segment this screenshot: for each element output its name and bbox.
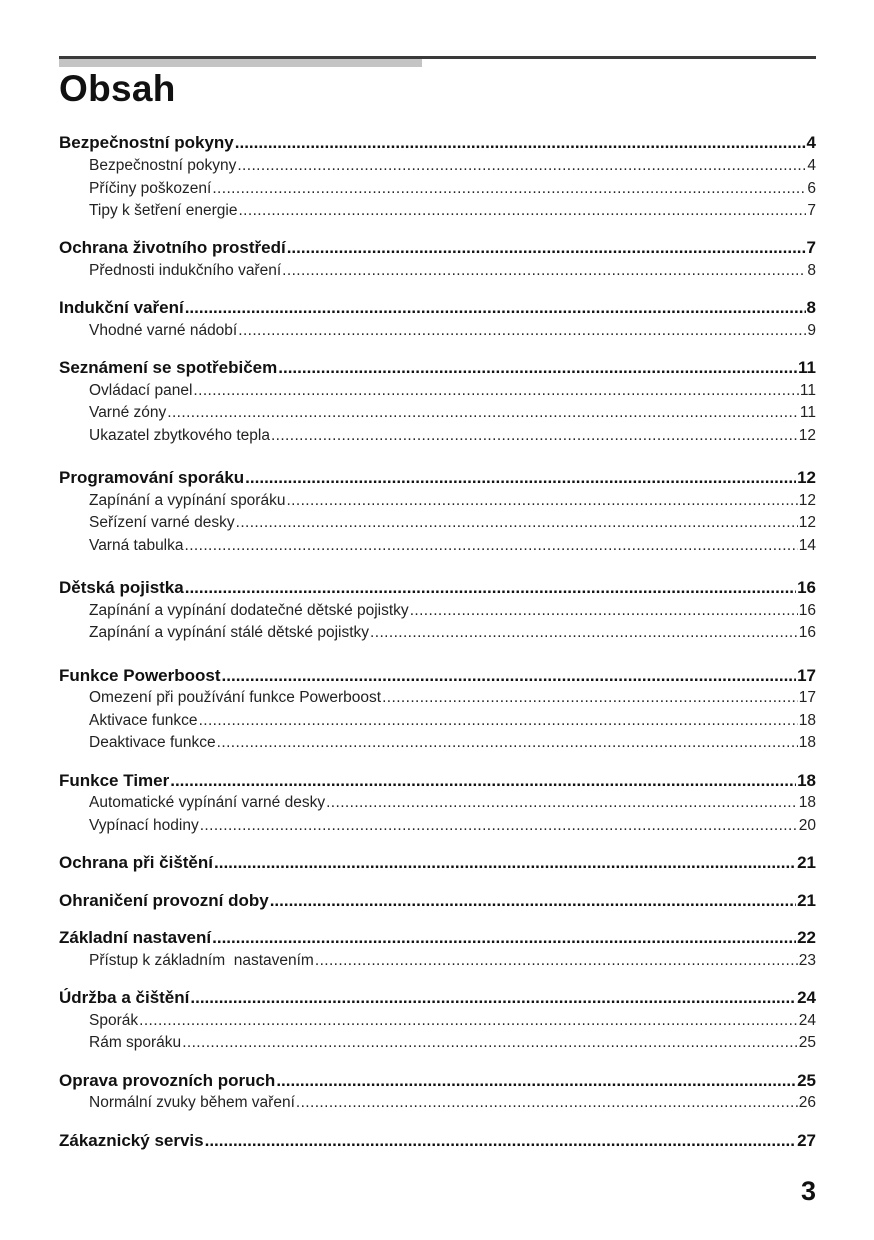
toc-section-page: 21: [797, 891, 816, 910]
toc-subsection[interactable]: [89, 712, 816, 732]
toc-subsection-label: Zapínání a vypínání sporáku: [89, 492, 286, 509]
toc-section-label: Seznámení se spotřebičem: [59, 358, 278, 377]
toc-section[interactable]: [59, 853, 816, 875]
toc-leader: [200, 817, 798, 835]
toc-section-page: 17: [797, 666, 816, 685]
toc-section[interactable]: [59, 358, 816, 380]
toc-subsection-page: 18: [798, 734, 816, 751]
toc-section[interactable]: [59, 133, 816, 155]
toc-section-label: Údržba a čištění: [59, 988, 190, 1007]
toc-subsection-label: Zapínání a vypínání dodatečné dětské pojistky: [89, 602, 409, 619]
toc-leader: [315, 952, 798, 970]
toc-subsection-page: 12: [798, 492, 816, 509]
toc-leader: [170, 771, 796, 791]
toc-subsection-page: 12: [798, 427, 816, 444]
toc-leader: [212, 180, 806, 198]
toc-subsection-label: Sporák: [89, 1012, 139, 1029]
toc-leader: [276, 1071, 796, 1091]
toc-subsection[interactable]: [89, 794, 816, 814]
toc-leader: [185, 537, 798, 555]
toc-leader: [199, 712, 798, 730]
toc-leader: [270, 891, 796, 911]
toc-subsection-label: Deaktivace funkce: [89, 734, 216, 751]
toc-subsection[interactable]: [89, 624, 816, 644]
toc-subsection-label: Omezení při používání funkce Powerboost: [89, 689, 382, 706]
toc-subsection-label: Varná tabulka: [89, 537, 184, 554]
toc-leader: [214, 853, 796, 873]
toc-subsection[interactable]: [89, 322, 816, 342]
toc-leader: [382, 689, 798, 707]
toc-subsection-label: Vhodné varné nádobí: [89, 322, 238, 339]
toc-leader: [296, 1094, 798, 1112]
toc-subsection[interactable]: [89, 602, 816, 622]
toc-leader: [282, 262, 806, 280]
toc-leader: [185, 578, 796, 598]
toc-leader: [185, 298, 806, 318]
toc-subsection[interactable]: [89, 689, 816, 709]
toc-subsection-page: 20: [798, 817, 816, 834]
toc-subsection-page: 7: [807, 202, 816, 219]
toc-leader: [287, 238, 806, 258]
toc-section[interactable]: [59, 1131, 816, 1153]
toc-subsection[interactable]: [89, 492, 816, 512]
toc-section[interactable]: [59, 928, 816, 950]
toc-leader: [286, 492, 797, 510]
toc-leader: [205, 1131, 796, 1151]
page-title: Obsah: [59, 68, 176, 109]
toc-section-label: Bezpečnostní pokyny: [59, 133, 234, 152]
toc-leader: [410, 602, 798, 620]
toc-subsection[interactable]: [89, 382, 816, 402]
toc-section-label: Zákaznický servis: [59, 1131, 204, 1150]
toc-subsection[interactable]: [89, 514, 816, 534]
toc-section-page: 8: [806, 298, 816, 317]
toc-leader: [278, 358, 797, 378]
toc-section-label: Funkce Timer: [59, 771, 170, 790]
toc-subsection[interactable]: [89, 157, 816, 177]
toc-leader: [236, 514, 798, 532]
toc-section-page: 4: [806, 133, 816, 152]
toc-subsection-page: 25: [798, 1034, 816, 1051]
toc-subsection-label: Ovládací panel: [89, 382, 193, 399]
toc-subsection-label: Bezpečnostní pokyny: [89, 157, 237, 174]
toc-leader: [271, 427, 798, 445]
toc-leader: [238, 202, 806, 220]
toc-section-page: 11: [798, 358, 816, 377]
toc-section-page: 21: [797, 853, 816, 872]
toc-subsection-page: 18: [798, 712, 816, 729]
toc-subsection[interactable]: [89, 262, 816, 282]
toc-leader: [245, 468, 796, 488]
toc-subsection[interactable]: [89, 180, 816, 200]
toc-section-label: Indukční vaření: [59, 298, 184, 317]
toc-subsection[interactable]: [89, 404, 816, 424]
toc-subsection-page: 16: [798, 602, 816, 619]
toc-subsection-label: Tipy k šetření energie: [89, 202, 238, 219]
toc-subsection[interactable]: [89, 1094, 816, 1114]
toc-section-label: Ochrana při čištění: [59, 853, 213, 872]
toc-subsection-page: 9: [807, 322, 816, 339]
toc-subsection[interactable]: [89, 427, 816, 447]
toc-leader: [190, 988, 796, 1008]
toc-section-label: Programování sporáku: [59, 468, 245, 487]
toc-subsection-label: Vypínací hodiny: [89, 817, 199, 834]
toc-subsection-page: 4: [807, 157, 816, 174]
toc-section-page: 16: [797, 578, 816, 597]
toc-subsection-page: 17: [798, 689, 816, 706]
toc-subsection-page: 11: [799, 404, 816, 421]
toc-section-label: Ochrana životního prostředí: [59, 238, 286, 257]
toc-subsection-page: 24: [798, 1012, 816, 1029]
header-accent-bar: [59, 59, 422, 67]
toc-leader: [235, 133, 806, 153]
toc-subsection-label: Zapínání a vypínání stálé dětské pojistky: [89, 624, 370, 641]
toc-subsection-page: 6: [807, 180, 816, 197]
toc-subsection-page: 11: [799, 382, 816, 399]
toc-section-label: Ohraničení provozní doby: [59, 891, 269, 910]
toc-subsection[interactable]: [89, 1034, 816, 1054]
toc-section-page: 22: [797, 928, 816, 947]
toc-section-page: 24: [797, 988, 816, 1007]
toc-subsection-label: Přednosti indukčního vaření: [89, 262, 282, 279]
toc-section[interactable]: [59, 891, 816, 913]
toc-subsection-page: 8: [807, 262, 816, 279]
toc-subsection-label: Varné zóny: [89, 404, 167, 421]
toc-subsection-page: 16: [798, 624, 816, 641]
toc-leader: [212, 928, 796, 948]
toc-leader: [237, 157, 806, 175]
toc-leader: [222, 666, 797, 686]
toc-leader: [217, 734, 798, 752]
toc-section[interactable]: [59, 988, 816, 1010]
toc-subsection[interactable]: [89, 817, 816, 837]
toc-section[interactable]: [59, 578, 816, 600]
toc-subsection-label: Přístup k základním nastavením: [89, 952, 314, 969]
toc-subsection[interactable]: [89, 952, 816, 972]
toc-section-page: 27: [797, 1131, 816, 1150]
toc-leader: [193, 382, 799, 400]
toc-subsection-label: Příčiny poškození: [89, 180, 212, 197]
toc-section[interactable]: [59, 298, 816, 320]
toc-leader: [370, 624, 798, 642]
toc-section[interactable]: [59, 238, 816, 260]
toc-subsection-label: Normální zvuky během vaření: [89, 1094, 295, 1111]
toc-leader: [182, 1034, 798, 1052]
toc-subsection-label: Ukazatel zbytkového tepla: [89, 427, 270, 444]
toc-leader: [238, 322, 806, 340]
toc-subsection-page: 23: [798, 952, 816, 969]
toc-section-label: Oprava provozních poruch: [59, 1071, 276, 1090]
toc-subsection-label: Seřízení varné desky: [89, 514, 235, 531]
toc-subsection-page: 12: [798, 514, 816, 531]
toc-subsection[interactable]: [89, 734, 816, 754]
toc-section-page: 7: [806, 238, 816, 257]
page-number: 3: [800, 1176, 816, 1206]
toc-section-page: 25: [797, 1071, 816, 1090]
toc-leader: [326, 794, 798, 812]
toc-section[interactable]: [59, 771, 816, 793]
toc-subsection-page: 14: [798, 537, 816, 554]
toc-subsection-page: 26: [798, 1094, 816, 1111]
toc-subsection-label: Aktivace funkce: [89, 712, 198, 729]
toc-subsection[interactable]: [89, 537, 816, 557]
toc-section[interactable]: [59, 468, 816, 490]
toc-subsection-label: Automatické vypínání varné desky: [89, 794, 326, 811]
toc-section-label: Základní nastavení: [59, 928, 212, 947]
toc-subsection[interactable]: [89, 202, 816, 222]
toc-section-label: Funkce Powerboost: [59, 666, 221, 685]
toc-section[interactable]: [59, 1071, 816, 1093]
toc-section[interactable]: [59, 666, 816, 688]
toc-section-label: Dětská pojistka: [59, 578, 184, 597]
toc-section-page: 12: [797, 468, 816, 487]
toc-subsection-page: 18: [798, 794, 816, 811]
toc-leader: [139, 1012, 798, 1030]
toc-leader: [167, 404, 799, 422]
toc-subsection-label: Rám sporáku: [89, 1034, 182, 1051]
toc-subsection[interactable]: [89, 1012, 816, 1032]
toc-section-page: 18: [797, 771, 816, 790]
